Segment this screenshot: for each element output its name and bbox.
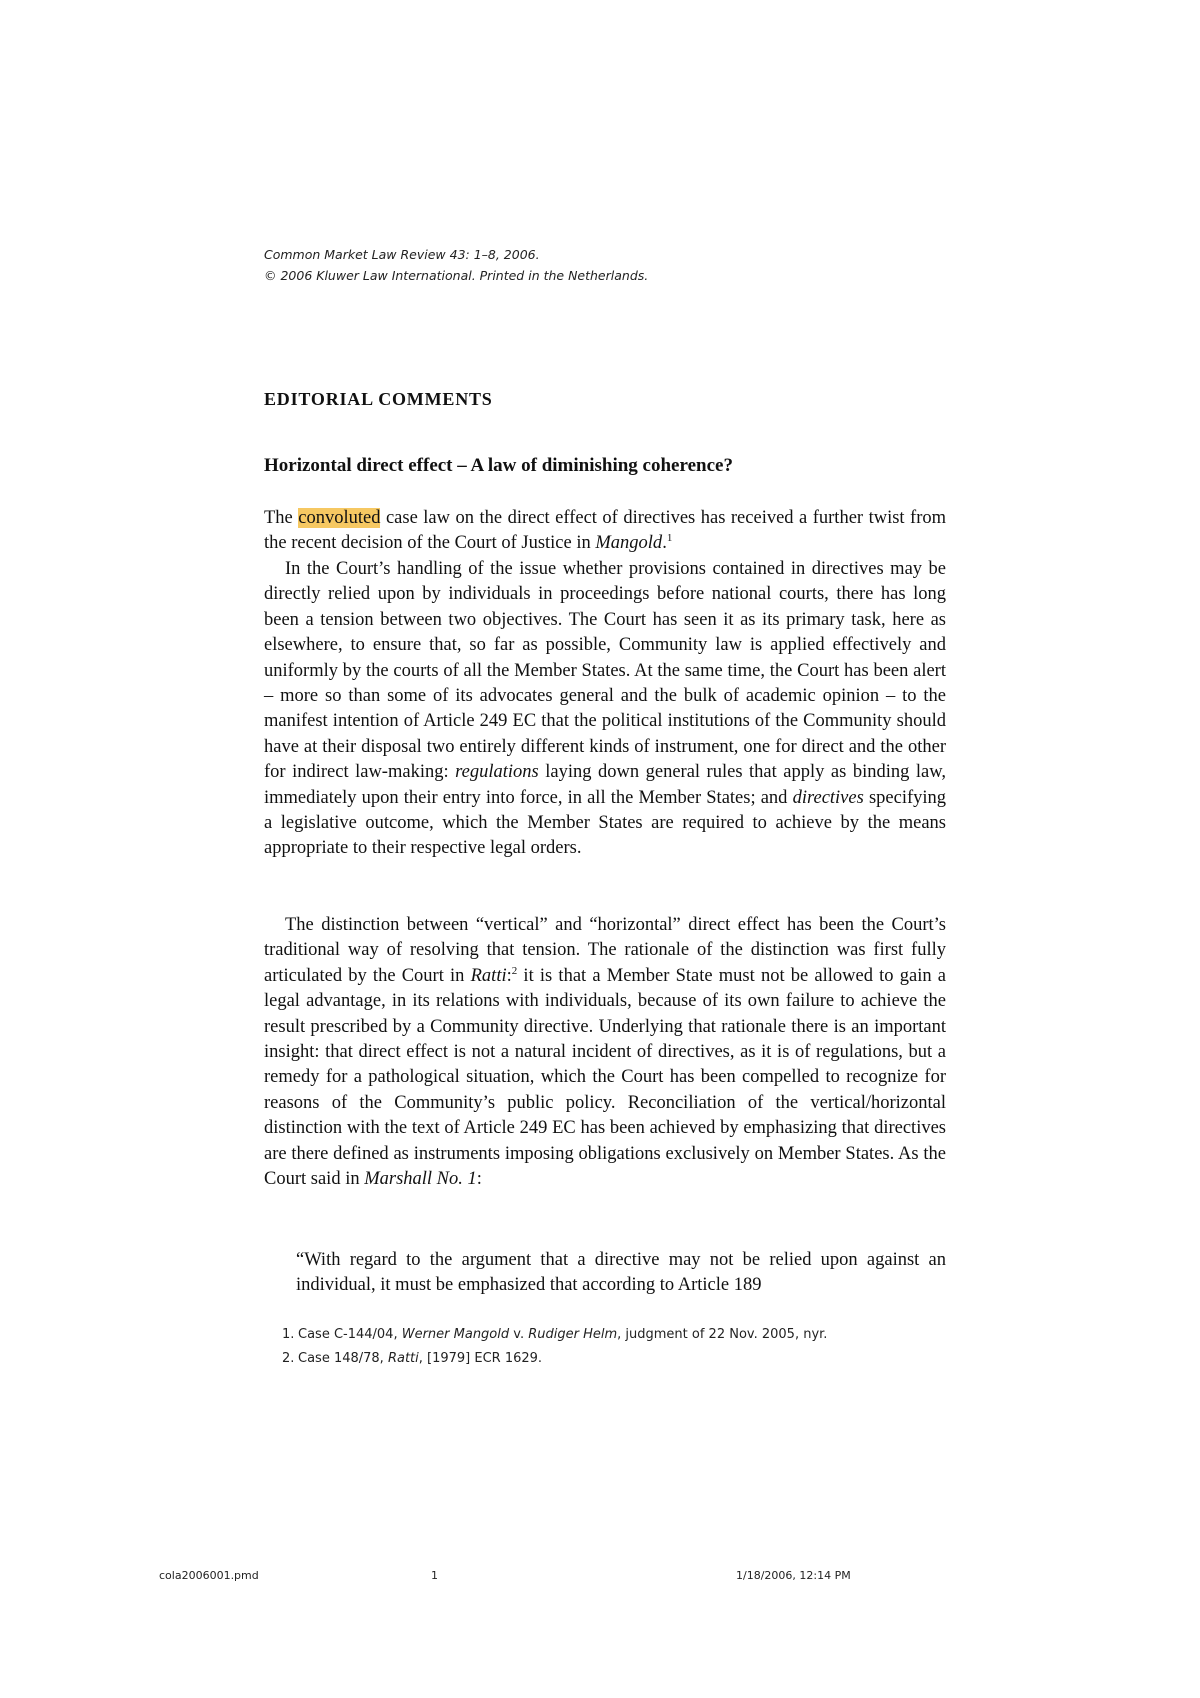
article-title: Horizontal direct effect – A law of diminishing coherence? <box>264 455 733 476</box>
block-quote: “With regard to the argument that a directive may not be relied upon against an individual, it must be emphasized that according to Article 189 <box>296 1250 946 1296</box>
term-directives: directives <box>792 787 864 808</box>
footnotes <box>282 1323 827 1371</box>
paragraph-2: In the Court’s handling of the issue whether provisions contained in directives may be directly relied upon by individuals in proceedings before national courts, there has long been a tension between two objectives. The Court has seen it as its primary task, here as elsewhere, to ensure that, so far as possible, Community law is applied effectively and uniformly by the courts of all the Member States. At the same time, the Court has been alert – more so than some of its advocates general and the bulk of academic opinion – to the manifest intention of Article 249 EC that the political institutions of the Community should have at their disposal two entirely different kinds of instrument, one for direct and the other for indirect law-making: regulations laying down general rules that apply as binding law, immediately upon their entry into force, in all the Member States; and directives specifying a legislative outcome, which the Member States are required to achieve by the means appropriate to their respective legal orders. <box>264 559 947 859</box>
footer-page-number: 1 <box>431 1569 438 1582</box>
footer-datetime: 1/18/2006, 12:14 PM <box>736 1569 851 1582</box>
journal-cite: 43: 1–8, 2006. <box>445 247 540 262</box>
journal-name: Common Market Law Review <box>264 247 446 262</box>
paragraph-1: The convoluted case law on the direct effect of directives has received a further twist from the recent decision of the Court of Justice in Mangold.$^1$ <box>264 508 946 554</box>
footnote-ref-2[interactable]: 2 <box>511 964 518 977</box>
section-title: EDITORIAL COMMENTS <box>264 389 493 409</box>
paragraph-3: The distinction between “vertical” and “horizontal” direct effect has been the Court’s traditional way of resolving that tension. The rationale of the distinction was first fully articulated by the Court in Ratti:$^2$ it is that a Member State must not be allowed to gain a legal advantage, in its relations with individuals, because of its own failure to achieve the result prescribed by a Community directive. Underlying that rationale there is an important insight: that direct effect is not a natural incident of directives, as it is of regulations, but a remedy for a pathological situation, which the Court has been compelled to recognize for reasons of the Community’s public policy. Reconciliation of the vertical/horizontal distinction with the text of Article 249 EC has been achieved by emphasizing that directives are there defined as instruments imposing obligations exclusively on Member States. As the Court said in Marshall No. 1: <box>264 915 946 1190</box>
term-regulations: regulations <box>455 762 539 783</box>
footnote-2: 2. Case 148/78, Ratti, [1979] ECR 1629. <box>282 1351 543 1366</box>
highlighted-word[interactable]: convoluted <box>298 508 381 528</box>
footnote-ref-1[interactable]: 1 <box>666 532 673 545</box>
journal-citation <box>264 247 540 262</box>
case-name-ratti: Ratti <box>470 965 507 986</box>
footer-filename: cola2006001.pmd <box>159 1569 259 1582</box>
copyright-line: © 2006 Kluwer Law International. Printed in the Netherlands. <box>264 268 649 283</box>
footnote-1: 1. Case C-144/04, Werner Mangold v. Rudiger Helm, judgment of 22 Nov. 2005, nyr. <box>282 1327 828 1342</box>
case-name-mangold: Mangold <box>595 533 663 554</box>
case-name-marshall: Marshall No. 1 <box>364 1169 477 1190</box>
